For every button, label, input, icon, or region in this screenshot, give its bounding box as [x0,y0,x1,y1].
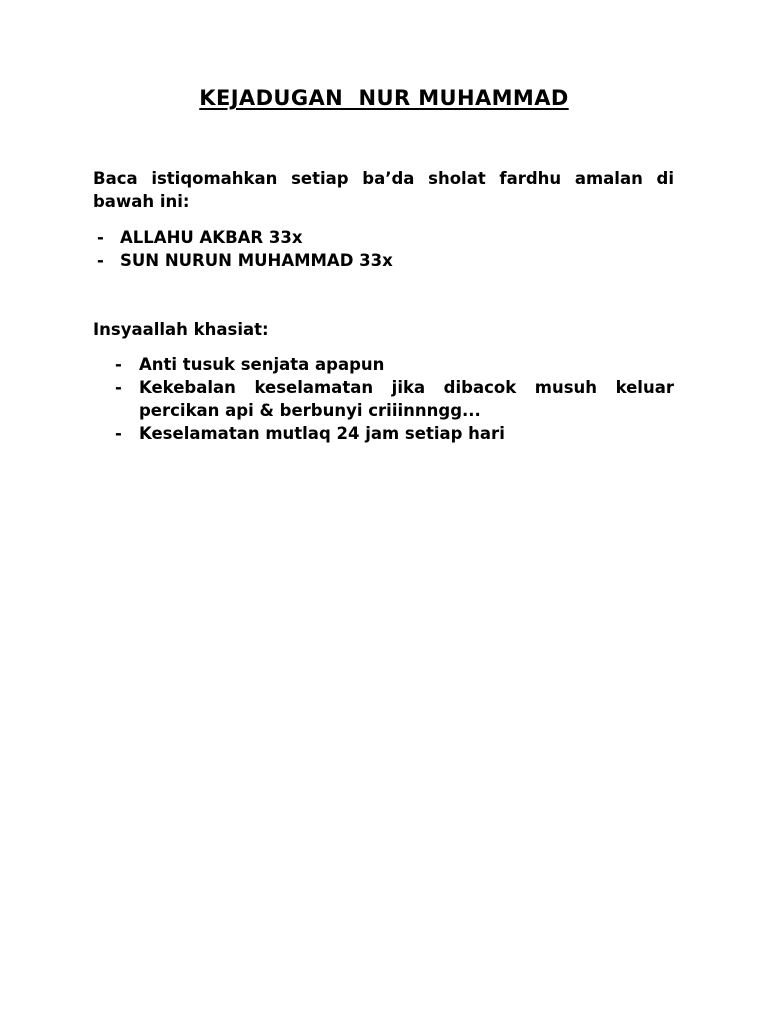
khasiat-item-text: Keselamatan mutlaq 24 jam setiap hari [139,424,505,443]
khasiat-heading: Insyaallah khasiat: [93,320,269,339]
khasiat-list [115,353,674,445]
intro-paragraph: Baca istiqomahkan setiap ba’da sholat fardhu amalan di bawah ini: [93,169,674,211]
khasiat-item-text: Kekebalan keselamatan jika dibacok musuh keluar percikan api & berbunyi criiinnngg... [139,378,674,420]
document-title: KEJADUGAN NUR MUHAMMAD [199,86,569,110]
amalan-item-text: ALLAHU AKBAR 33x [120,228,303,247]
amalan-list [97,226,677,272]
bullet-dash: - [97,251,104,270]
amalan-item-text: SUN NURUN MUHAMMAD 33x [120,251,393,270]
bullet-dash: - [115,355,122,374]
list-item [97,226,677,249]
list-item [115,376,674,422]
khasiat-item-text: Anti tusuk senjata apapun [139,355,385,374]
list-item [97,249,677,272]
list-item [115,353,674,376]
bullet-dash: - [115,378,122,397]
bullet-dash: - [97,228,104,247]
bullet-dash: - [115,424,122,443]
list-item [115,422,674,445]
